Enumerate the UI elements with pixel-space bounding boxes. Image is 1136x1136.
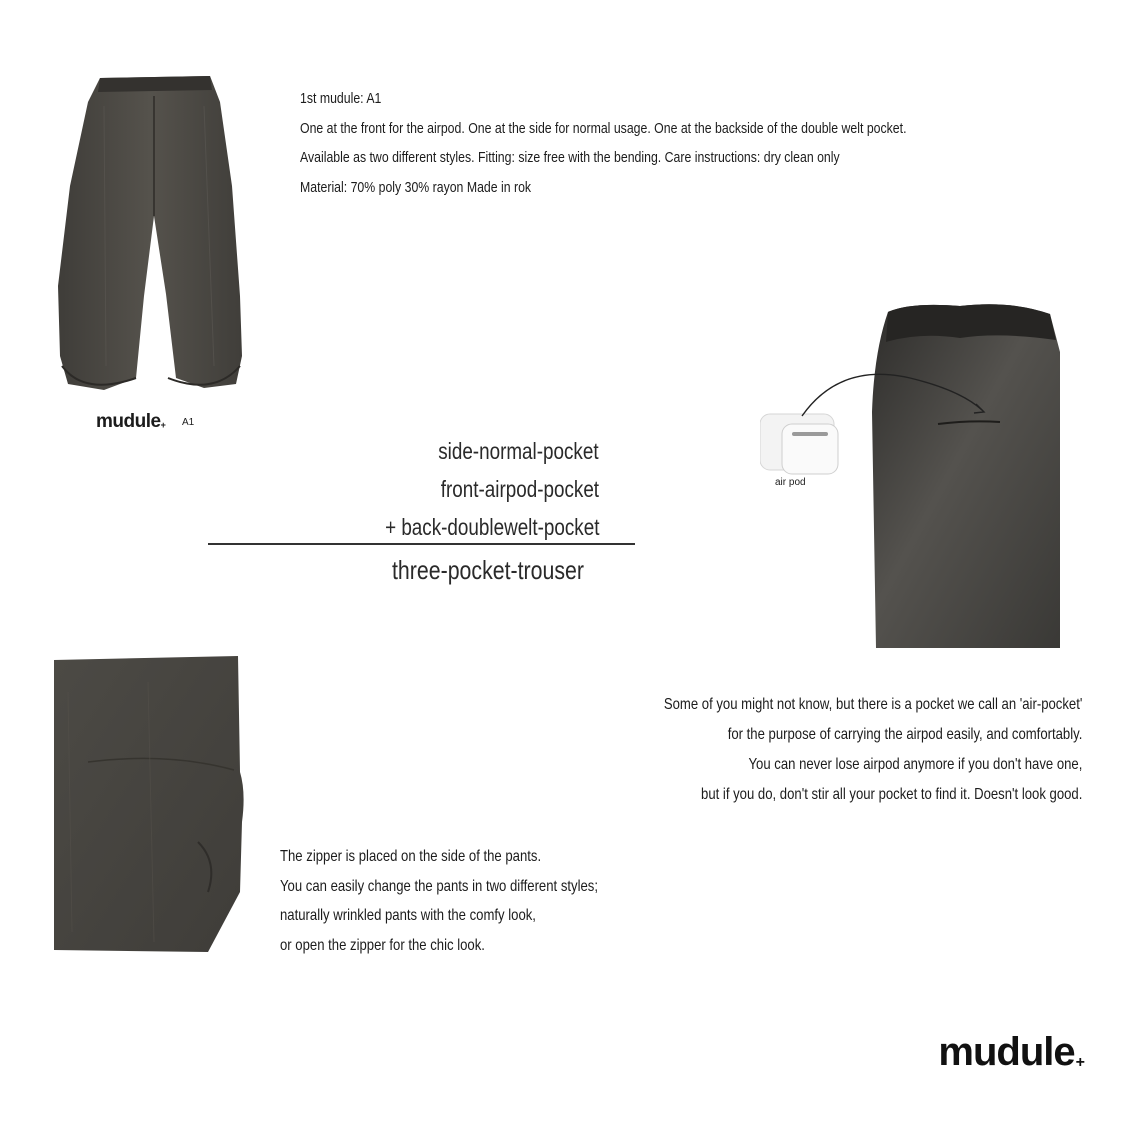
brand-logo-small: mudule+ <box>96 411 166 432</box>
air-pocket-line: You can never lose airpod anymore if you don't have one, <box>748 756 1082 773</box>
zipper-detail-photo <box>48 652 248 956</box>
equation-item-side: side-normal-pocket <box>438 438 599 464</box>
zipper-line: The zipper is placed on the side of the pants. <box>280 848 542 865</box>
model-label: A1 <box>182 417 195 428</box>
trouser-photo <box>44 66 254 406</box>
zipper-paragraph <box>280 842 668 960</box>
air-pocket-paragraph <box>572 690 1082 810</box>
zipper-line: or open the zipper for the chic look. <box>280 936 485 954</box>
equation-item-front: front-airpod-pocket <box>440 476 599 502</box>
airpod-label: air pod <box>775 477 806 488</box>
spec-line-material: Material: 70% poly 30% rayon Made in rok <box>300 178 532 196</box>
air-pocket-line: Some of you might not know, but there is a pocket we call an 'air-pocket' <box>663 696 1082 713</box>
spec-line-pockets: One at the front for the airpod. One at the side for normal usage. One at the backside of the double welt pocket. <box>300 119 907 137</box>
brand-logo-footer: mudule+ <box>938 1030 1084 1074</box>
equation-divider <box>208 543 635 545</box>
air-pocket-line: for the purpose of carrying the airpod easily, and comfortably. <box>727 726 1082 743</box>
airpod-pocket-detail-photo <box>760 292 1090 652</box>
zipper-line: You can easily change the pants in two different styles; <box>280 877 599 895</box>
equation-total: three-pocket-trouser <box>392 555 584 585</box>
spec-line-module: 1st mudule: A1 <box>300 90 382 107</box>
spec-block <box>300 84 1040 202</box>
equation-item-back: + back-doublewelt-pocket <box>384 514 599 540</box>
spec-line-styles: Available as two different styles. Fitting: size free with the bending. Care instructions: dry clean only <box>300 149 840 166</box>
zipper-line: naturally wrinkled pants with the comfy look, <box>280 907 536 924</box>
air-pocket-line: but if you do, don't stir all your pocket to find it. Doesn't look good. <box>700 786 1082 803</box>
